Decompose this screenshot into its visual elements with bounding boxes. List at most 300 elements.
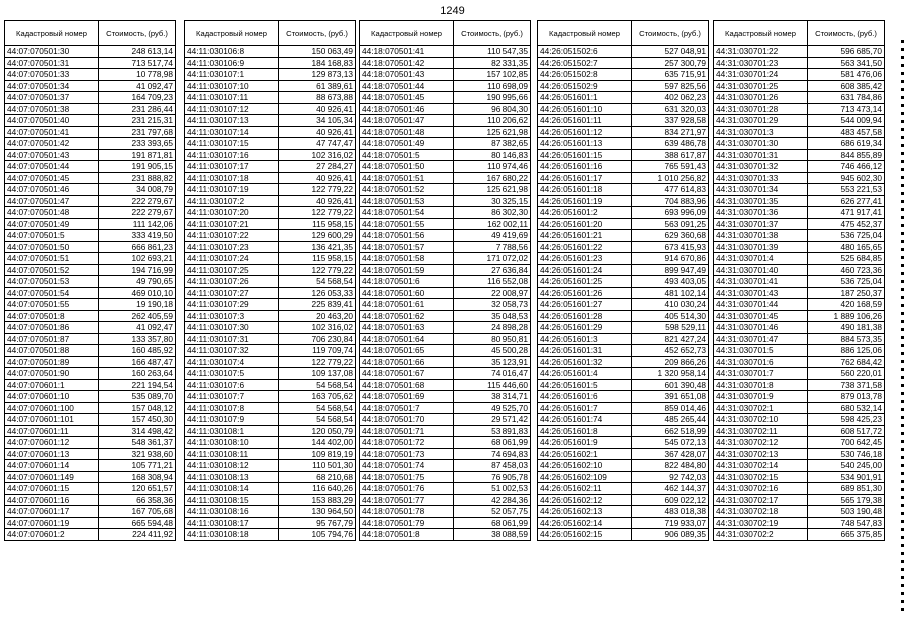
cost-value: 115 958,15 xyxy=(279,218,356,230)
table-row xyxy=(538,57,709,69)
cadastral-number: 44:26:051602:10 xyxy=(538,460,632,472)
table-row xyxy=(5,506,176,518)
cadastral-number: 44:18:070501:68 xyxy=(360,379,454,391)
cost-value: 41 092,47 xyxy=(99,80,176,92)
table-header-row xyxy=(360,21,531,46)
table-row xyxy=(360,368,531,380)
cadastral-number: 44:07:070601:2 xyxy=(5,529,99,541)
cadastral-number: 44:18:070501:78 xyxy=(360,506,454,518)
cadastral-number: 44:07:070501:31 xyxy=(5,57,99,69)
cadastral-number: 44:07:070601:13 xyxy=(5,448,99,460)
table-row xyxy=(714,69,885,81)
table-row xyxy=(714,448,885,460)
cadastral-number: 44:07:070601:100 xyxy=(5,402,99,414)
cadastral-number: 44:31:030701:44 xyxy=(714,299,808,311)
cost-value: 68 061,99 xyxy=(454,437,531,449)
cadastral-number-header: Кадастровый номер xyxy=(360,21,454,46)
cadastral-number: 44:26:051601:19 xyxy=(538,195,632,207)
table-row xyxy=(538,517,709,529)
table-row xyxy=(5,471,176,483)
table-row xyxy=(538,92,709,104)
cadastral-number: 44:26:051602:14 xyxy=(538,517,632,529)
cadastral-number: 44:11:030107:18 xyxy=(185,172,279,184)
cadastral-number: 44:18:070501:71 xyxy=(360,425,454,437)
cost-value: 30 325,15 xyxy=(454,195,531,207)
cadastral-number: 44:11:030107:12 xyxy=(185,103,279,115)
cost-value: 105 794,76 xyxy=(279,529,356,541)
cadastral-number: 44:18:070501:67 xyxy=(360,368,454,380)
cadastral-number: 44:31:030701:39 xyxy=(714,241,808,253)
cost-value: 886 125,06 xyxy=(808,345,885,357)
cadastral-number: 44:07:070501:54 xyxy=(5,287,99,299)
table-row xyxy=(360,345,531,357)
cadastral-number: 44:31:030701:43 xyxy=(714,287,808,299)
table-row xyxy=(360,172,531,184)
table-row xyxy=(360,437,531,449)
table-row xyxy=(5,437,176,449)
table-row xyxy=(360,333,531,345)
cost-value: 452 652,73 xyxy=(632,345,709,357)
cadastral-number: 44:31:030701:29 xyxy=(714,115,808,127)
cadastral-number: 44:11:030107:16 xyxy=(185,149,279,161)
cost-value: 34 105,34 xyxy=(279,115,356,127)
cost-value: 153 883,29 xyxy=(279,494,356,506)
cost-value: 122 779,22 xyxy=(279,184,356,196)
table-row xyxy=(360,425,531,437)
cadastral-number: 44:18:070501:43 xyxy=(360,69,454,81)
cost-value: 52 057,75 xyxy=(454,506,531,518)
cost-value: 706 230,84 xyxy=(279,333,356,345)
cost-value: 477 614,83 xyxy=(632,184,709,196)
cadastral-number: 44:18:070501:79 xyxy=(360,517,454,529)
cost-value: 469 010,10 xyxy=(99,287,176,299)
cost-value: 544 009,94 xyxy=(808,115,885,127)
table-row xyxy=(538,138,709,150)
cadastral-number-header: Кадастровый номер xyxy=(185,21,279,46)
table-row xyxy=(5,414,176,426)
cost-value: 68 210,68 xyxy=(279,471,356,483)
table-row xyxy=(538,460,709,472)
cadastral-number: 44:31:030701:45 xyxy=(714,310,808,322)
table-row xyxy=(360,299,531,311)
cost-header: Стоимость, (руб.) xyxy=(454,21,531,46)
cost-value: 110 206,62 xyxy=(454,115,531,127)
cost-value: 844 855,89 xyxy=(808,149,885,161)
cadastral-number: 44:11:030107:14 xyxy=(185,126,279,138)
table-row xyxy=(360,356,531,368)
cost-value: 490 181,38 xyxy=(808,322,885,334)
cost-value: 80 950,81 xyxy=(454,333,531,345)
table-row xyxy=(360,80,531,92)
cadastral-number: 44:11:030107:7 xyxy=(185,391,279,403)
cost-value: 231 286,44 xyxy=(99,103,176,115)
cost-value: 608 517,72 xyxy=(808,425,885,437)
cost-value: 24 898,28 xyxy=(454,322,531,334)
cadastral-number: 44:26:051602:11 xyxy=(538,483,632,495)
cost-value: 662 518,99 xyxy=(632,425,709,437)
table-row xyxy=(360,126,531,138)
cadastral-number: 44:11:030107:10 xyxy=(185,80,279,92)
cost-value: 54 568,54 xyxy=(279,402,356,414)
table-row xyxy=(185,161,356,173)
cost-value: 125 621,98 xyxy=(454,184,531,196)
cost-value: 738 371,58 xyxy=(808,379,885,391)
cost-value: 190 995,66 xyxy=(454,92,531,104)
cadastral-number: 44:11:030108:1 xyxy=(185,425,279,437)
cadastral-number: 44:11:030108:15 xyxy=(185,494,279,506)
cadastral-number: 44:31:030701:32 xyxy=(714,161,808,173)
cadastral-number: 44:26:051601:16 xyxy=(538,161,632,173)
cadastral-number: 44:07:070601:15 xyxy=(5,483,99,495)
cost-value: 834 271,97 xyxy=(632,126,709,138)
cost-value: 194 716,99 xyxy=(99,264,176,276)
cadastral-number: 44:07:070501:38 xyxy=(5,103,99,115)
cadastral-number: 44:31:030701:31 xyxy=(714,149,808,161)
cadastral-number: 44:18:070501:55 xyxy=(360,218,454,230)
cost-value: 462 144,37 xyxy=(632,483,709,495)
cost-value: 82 331,35 xyxy=(454,57,531,69)
cost-value: 133 357,80 xyxy=(99,333,176,345)
cadastral-number: 44:07:070501:8 xyxy=(5,310,99,322)
table-row xyxy=(5,391,176,403)
cost-value: 115 958,15 xyxy=(279,253,356,265)
cost-value: 626 277,41 xyxy=(808,195,885,207)
cadastral-number: 44:26:051601:29 xyxy=(538,322,632,334)
cost-value: 163 705,62 xyxy=(279,391,356,403)
cadastral-number: 44:11:030107:9 xyxy=(185,414,279,426)
table-row xyxy=(185,437,356,449)
cost-value: 95 767,79 xyxy=(279,517,356,529)
cadastral-number: 44:18:070501:47 xyxy=(360,115,454,127)
cadastral-number: 44:18:070501:57 xyxy=(360,241,454,253)
table-row xyxy=(5,345,176,357)
cadastral-number: 44:11:030108:13 xyxy=(185,471,279,483)
table-row xyxy=(5,103,176,115)
table-row xyxy=(185,126,356,138)
table-row xyxy=(538,149,709,161)
cost-value: 49 525,70 xyxy=(454,402,531,414)
cadastral-number: 44:11:030107:25 xyxy=(185,264,279,276)
table-row xyxy=(714,483,885,495)
scan-edge-marks xyxy=(901,40,904,615)
cost-value: 110 698,09 xyxy=(454,80,531,92)
cost-value: 116 552,08 xyxy=(454,276,531,288)
cost-value: 700 642,45 xyxy=(808,437,885,449)
table-row xyxy=(185,92,356,104)
table-row xyxy=(538,368,709,380)
table-row xyxy=(5,517,176,529)
cadastral-number: 44:07:070501:33 xyxy=(5,69,99,81)
cost-value: 191 871,81 xyxy=(99,149,176,161)
table-row xyxy=(185,138,356,150)
cadastral-number: 44:07:070501:40 xyxy=(5,115,99,127)
cadastral-number: 44:11:030106:9 xyxy=(185,57,279,69)
table-row xyxy=(714,207,885,219)
cadastral-number: 44:07:070501:52 xyxy=(5,264,99,276)
table-row xyxy=(185,322,356,334)
cost-value: 746 466,12 xyxy=(808,161,885,173)
table-row xyxy=(360,138,531,150)
cost-value: 475 452,37 xyxy=(808,218,885,230)
cost-value: 122 779,22 xyxy=(279,264,356,276)
table-row xyxy=(185,368,356,380)
table-row xyxy=(185,253,356,265)
cost-value: 122 779,22 xyxy=(279,207,356,219)
cadastral-number: 44:31:030702:17 xyxy=(714,494,808,506)
table-row xyxy=(538,483,709,495)
cadastral-number: 44:26:051602:109 xyxy=(538,471,632,483)
cadastral-number: 44:31:030701:8 xyxy=(714,379,808,391)
cost-value: 187 250,37 xyxy=(808,287,885,299)
cost-value: 22 008,97 xyxy=(454,287,531,299)
table-header-row xyxy=(538,21,709,46)
cost-value: 144 402,00 xyxy=(279,437,356,449)
cadastral-number: 44:31:030701:46 xyxy=(714,322,808,334)
table-row xyxy=(185,379,356,391)
table-row xyxy=(360,483,531,495)
table-row xyxy=(714,529,885,541)
cost-value: 530 746,18 xyxy=(808,448,885,460)
table-row xyxy=(538,391,709,403)
cadastral-number: 44:31:030701:7 xyxy=(714,368,808,380)
cost-value: 493 403,05 xyxy=(632,276,709,288)
cadastral-number: 44:26:051601:1 xyxy=(538,92,632,104)
cost-header: Стоимость, (руб.) xyxy=(99,21,176,46)
cost-value: 184 168,83 xyxy=(279,57,356,69)
cost-value: 122 779,22 xyxy=(279,356,356,368)
table-row xyxy=(538,126,709,138)
table-row xyxy=(185,172,356,184)
cost-value: 29 571,42 xyxy=(454,414,531,426)
cost-value: 225 839,41 xyxy=(279,299,356,311)
cost-value: 405 514,30 xyxy=(632,310,709,322)
cost-value: 314 498,42 xyxy=(99,425,176,437)
table-row xyxy=(714,322,885,334)
cost-value: 545 072,13 xyxy=(632,437,709,449)
table-row xyxy=(360,161,531,173)
cadastral-number: 44:26:051602:12 xyxy=(538,494,632,506)
table-row xyxy=(5,207,176,219)
cost-value: 47 747,47 xyxy=(279,138,356,150)
table-row xyxy=(360,149,531,161)
cadastral-number: 44:31:030701:3 xyxy=(714,126,808,138)
table-row xyxy=(5,483,176,495)
cost-value: 80 146,83 xyxy=(454,149,531,161)
cadastral-number: 44:18:070501:51 xyxy=(360,172,454,184)
cost-value: 629 360,68 xyxy=(632,230,709,242)
table-row xyxy=(714,333,885,345)
cadastral-number: 44:07:070601:101 xyxy=(5,414,99,426)
cost-value: 19 190,18 xyxy=(99,299,176,311)
cost-value: 596 685,70 xyxy=(808,46,885,58)
table-row xyxy=(5,379,176,391)
cadastral-number: 44:18:070501:56 xyxy=(360,230,454,242)
cadastral-number: 44:18:070501:8 xyxy=(360,529,454,541)
cost-value: 34 008,79 xyxy=(99,184,176,196)
table-row xyxy=(538,414,709,426)
cadastral-number: 44:26:051601:24 xyxy=(538,264,632,276)
table-row xyxy=(714,517,885,529)
cost-value: 150 063,49 xyxy=(279,46,356,58)
table-row xyxy=(538,80,709,92)
cadastral-number: 44:11:030107:3 xyxy=(185,310,279,322)
cost-value: 129 600,29 xyxy=(279,230,356,242)
table-row xyxy=(5,287,176,299)
table-row xyxy=(5,368,176,380)
cadastral-number: 44:07:070601:10 xyxy=(5,391,99,403)
table-row xyxy=(360,207,531,219)
table-row xyxy=(5,80,176,92)
cost-value: 110 974,46 xyxy=(454,161,531,173)
cost-value: 666 861,23 xyxy=(99,241,176,253)
table-row xyxy=(185,149,356,161)
cadastral-number: 44:18:070501:7 xyxy=(360,402,454,414)
cost-value: 111 142,06 xyxy=(99,218,176,230)
cadastral-number: 44:07:070501:50 xyxy=(5,241,99,253)
cost-value: 420 168,59 xyxy=(808,299,885,311)
cost-value: 102 693,21 xyxy=(99,253,176,265)
cadastral-number: 44:11:030108:12 xyxy=(185,460,279,472)
table-row xyxy=(360,322,531,334)
table-row xyxy=(185,310,356,322)
cadastral-number: 44:31:030701:34 xyxy=(714,184,808,196)
table-row xyxy=(5,402,176,414)
table-row xyxy=(538,379,709,391)
cadastral-number: 44:26:051601:17 xyxy=(538,172,632,184)
cost-value: 248 613,14 xyxy=(99,46,176,58)
cost-value: 665 375,85 xyxy=(808,529,885,541)
cost-value: 367 428,07 xyxy=(632,448,709,460)
cadastral-number: 44:11:030107:8 xyxy=(185,402,279,414)
cadastral-number: 44:18:070501:72 xyxy=(360,437,454,449)
cost-value: 719 933,07 xyxy=(632,517,709,529)
cost-value: 563 341,50 xyxy=(808,57,885,69)
cadastral-number: 44:26:051601:9 xyxy=(538,437,632,449)
table-row xyxy=(185,207,356,219)
table-row xyxy=(360,529,531,541)
table-row xyxy=(714,356,885,368)
cost-value: 126 053,33 xyxy=(279,287,356,299)
table-row xyxy=(538,310,709,322)
cost-value: 119 709,74 xyxy=(279,345,356,357)
cadastral-number: 44:18:070501:44 xyxy=(360,80,454,92)
table-row xyxy=(185,57,356,69)
table-row xyxy=(185,287,356,299)
table-row xyxy=(538,195,709,207)
table-row xyxy=(714,184,885,196)
cost-value: 635 715,91 xyxy=(632,69,709,81)
cost-value: 601 390,48 xyxy=(632,379,709,391)
cost-value: 822 484,80 xyxy=(632,460,709,472)
cost-value: 160 263,64 xyxy=(99,368,176,380)
cadastral-number: 44:07:070601:12 xyxy=(5,437,99,449)
cadastral-number: 44:31:030701:30 xyxy=(714,138,808,150)
cadastral-number: 44:18:070501:52 xyxy=(360,184,454,196)
table-row xyxy=(714,310,885,322)
cost-value: 563 091,25 xyxy=(632,218,709,230)
table-row xyxy=(185,414,356,426)
table-row xyxy=(538,494,709,506)
cost-value: 597 825,56 xyxy=(632,80,709,92)
table-row xyxy=(714,218,885,230)
cadastral-number: 44:26:051601:32 xyxy=(538,356,632,368)
cost-value: 859 014,46 xyxy=(632,402,709,414)
table-row xyxy=(360,184,531,196)
cost-value: 74 016,47 xyxy=(454,368,531,380)
table-row xyxy=(185,333,356,345)
cost-value: 535 089,70 xyxy=(99,391,176,403)
cost-value: 598 529,11 xyxy=(632,322,709,334)
cost-value: 1 889 106,26 xyxy=(808,310,885,322)
cost-value: 136 421,35 xyxy=(279,241,356,253)
cost-value: 168 308,94 xyxy=(99,471,176,483)
registry-table-3 xyxy=(359,20,531,541)
table-row xyxy=(185,46,356,58)
cost-value: 906 089,35 xyxy=(632,529,709,541)
table-row xyxy=(714,57,885,69)
table-row xyxy=(360,276,531,288)
cost-value: 748 547,83 xyxy=(808,517,885,529)
cadastral-number: 44:18:070501:49 xyxy=(360,138,454,150)
table-row xyxy=(5,69,176,81)
cost-value: 40 926,41 xyxy=(279,172,356,184)
table-row xyxy=(714,506,885,518)
cost-header: Стоимость, (руб.) xyxy=(632,21,709,46)
cadastral-number: 44:26:051502:6 xyxy=(538,46,632,58)
table-row xyxy=(185,264,356,276)
cost-value: 167 680,22 xyxy=(454,172,531,184)
cost-value: 257 300,79 xyxy=(632,57,709,69)
cadastral-number: 44:18:070501:6 xyxy=(360,276,454,288)
table-row xyxy=(714,161,885,173)
cost-value: 86 302,30 xyxy=(454,207,531,219)
table-row xyxy=(5,149,176,161)
cost-value: 53 891,83 xyxy=(454,425,531,437)
table-row xyxy=(5,46,176,58)
cadastral-number: 44:26:051601:6 xyxy=(538,391,632,403)
cadastral-number: 44:31:030702:18 xyxy=(714,506,808,518)
cadastral-number: 44:07:070601:17 xyxy=(5,506,99,518)
cadastral-number: 44:18:070501:77 xyxy=(360,494,454,506)
cadastral-number: 44:11:030107:30 xyxy=(185,322,279,334)
cadastral-number: 44:26:051601:74 xyxy=(538,414,632,426)
table-row xyxy=(185,241,356,253)
table-row xyxy=(714,437,885,449)
cadastral-number: 44:11:030107:19 xyxy=(185,184,279,196)
cadastral-number: 44:11:030107:15 xyxy=(185,138,279,150)
table-row xyxy=(5,241,176,253)
table-row xyxy=(714,287,885,299)
cost-value: 92 742,03 xyxy=(632,471,709,483)
table-row xyxy=(5,115,176,127)
cost-value: 337 928,58 xyxy=(632,115,709,127)
table-row xyxy=(538,437,709,449)
cost-value: 534 901,91 xyxy=(808,471,885,483)
cadastral-number: 44:18:070501:65 xyxy=(360,345,454,357)
table-row xyxy=(5,253,176,265)
cost-value: 608 385,42 xyxy=(808,80,885,92)
cost-value: 609 022,12 xyxy=(632,494,709,506)
table-row xyxy=(714,264,885,276)
table-row xyxy=(185,230,356,242)
table-row xyxy=(5,356,176,368)
table-row xyxy=(185,115,356,127)
table-row xyxy=(360,92,531,104)
cadastral-number: 44:18:070501:5 xyxy=(360,149,454,161)
table-row xyxy=(185,471,356,483)
cadastral-number: 44:07:070501:37 xyxy=(5,92,99,104)
cost-value: 565 179,38 xyxy=(808,494,885,506)
